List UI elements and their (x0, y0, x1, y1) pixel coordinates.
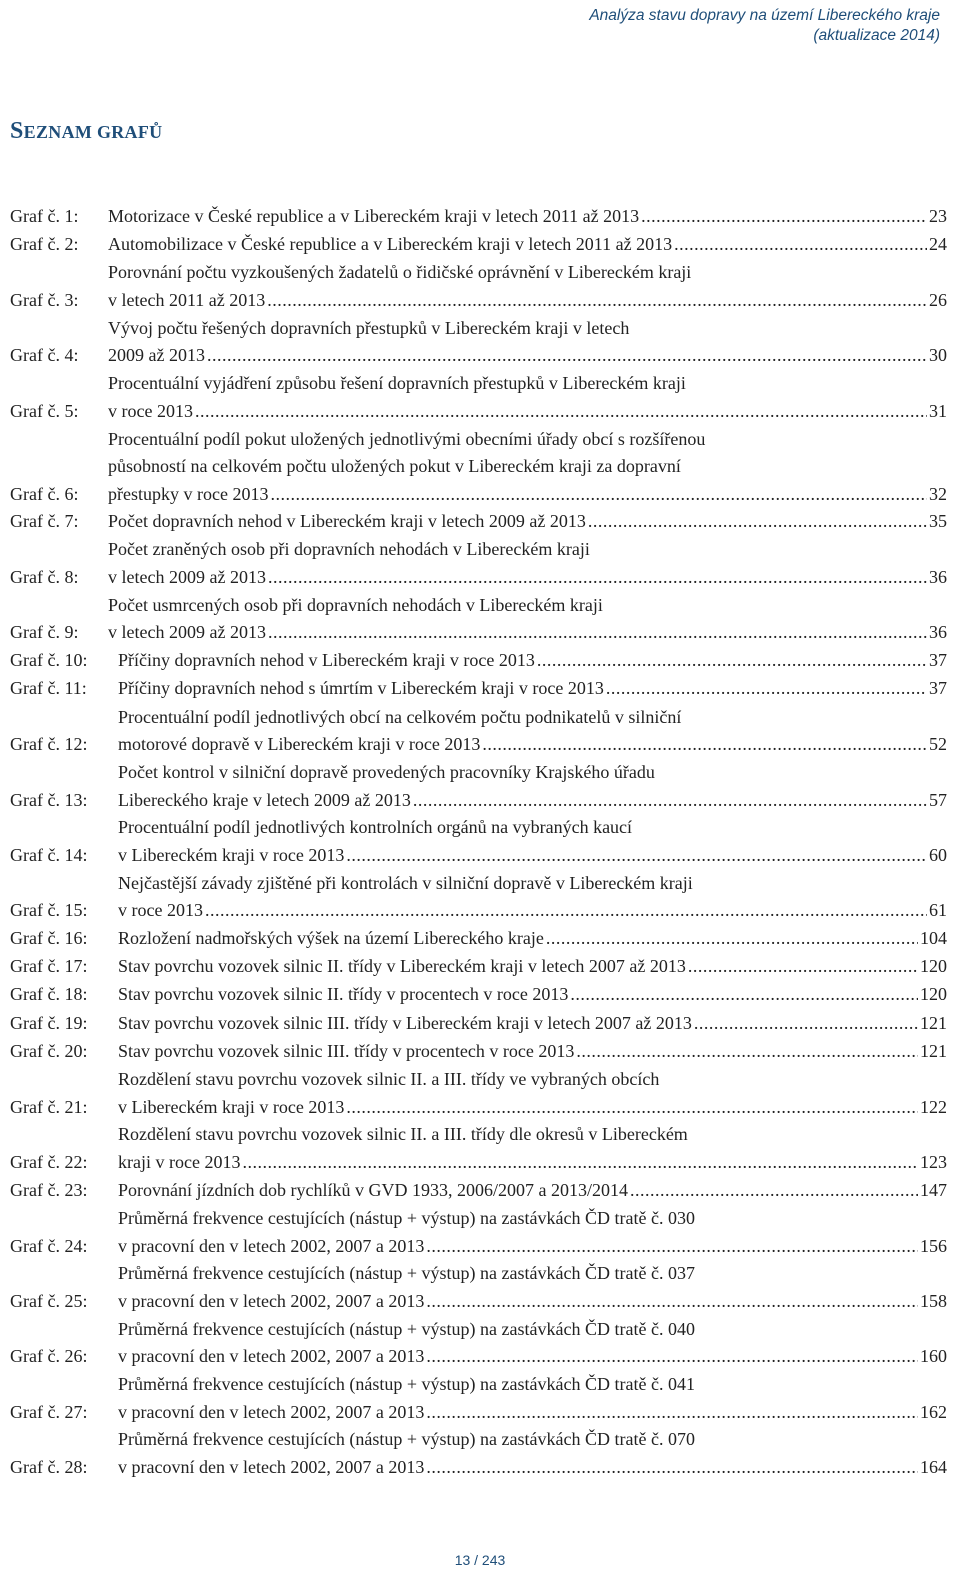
toc-entry-text: Procentuální vyjádření způsobu řešení dopravních přestupků v Libereckém kraji (108, 373, 686, 394)
toc-entry-page: 32 (929, 483, 947, 504)
toc-entry-page: 160 (920, 1346, 947, 1367)
dot-leader (268, 619, 927, 647)
toc-entry-text: Počet zraněných osob při dopravních nehodách v Libereckém kraji (108, 539, 590, 560)
toc-entry[interactable] (10, 870, 947, 925)
toc-entry-label: Graf č. 15: (10, 900, 88, 921)
toc-entry-page: 37 (929, 678, 947, 699)
toc-entry-label: Graf č. 25: (10, 1290, 88, 1311)
toc-entry-label: Graf č. 28: (10, 1457, 88, 1478)
toc-entry-text: kraji v roce 2013 (118, 1152, 241, 1172)
toc-entry-label: Graf č. 14: (10, 844, 88, 865)
toc-entry-text: Počet dopravních nehod v Libereckém kraji v letech 2009 až 2013 (108, 511, 586, 532)
toc-entry[interactable] (10, 981, 947, 1009)
toc-entry-page: 24 (929, 234, 947, 255)
toc-entry-text: Příčiny dopravních nehod v Libereckém kraji v roce 2013 (118, 650, 535, 671)
toc-entry[interactable] (10, 953, 947, 981)
toc-entry[interactable] (10, 370, 947, 425)
dot-leader (346, 842, 927, 870)
dot-leader (426, 1288, 918, 1316)
toc-entry-text: v Libereckém kraji v roce 2013 (118, 1096, 345, 1117)
toc-entry-page: 57 (929, 789, 947, 810)
toc-entry-text: Stav povrchu vozovek silnic III. třídy v Libereckém kraji v letech 2007 až 2013 (118, 1012, 692, 1033)
toc-entry-page: 123 (920, 1152, 947, 1172)
toc-entry-label: Graf č. 21: (10, 1096, 88, 1117)
toc-entry-text: Stav povrchu vozovek silnic III. třídy v procentech v roce 2013 (118, 1040, 575, 1061)
toc-entry-text: Rozdělení stavu povrchu vozovek silnic II. a III. třídy dle okresů v Libereckém (118, 1124, 688, 1145)
toc-entry-label: Graf č. 9: (10, 622, 79, 643)
dot-leader (267, 287, 927, 315)
page-title: SEZNAM GRAFŮ (10, 118, 163, 144)
dot-leader (694, 1010, 918, 1038)
dot-leader (537, 647, 927, 675)
toc-entry-label: Graf č. 3: (10, 289, 79, 310)
toc-entry-text: Procentuální podíl pokut uložených jednotlivými obecními úřady obcí s rozšířenou (108, 428, 706, 449)
dot-leader (413, 787, 927, 815)
toc-entry-text: v pracovní den v letech 2002, 2007 a 2013 (118, 1235, 425, 1256)
toc-entry-text: Procentuální podíl jednotlivých obcí na celkovém počtu podnikatelů v silniční (118, 706, 682, 727)
toc-entry-text: v letech 2009 až 2013 (108, 567, 266, 588)
toc-entry-page: 31 (929, 400, 947, 421)
toc-entry-text: Průměrná frekvence cestujících (nástup + výstup) na zastávkách ČD tratě č. 030 (118, 1207, 695, 1228)
toc-entry-page: 36 (929, 622, 947, 643)
dot-leader (205, 897, 927, 925)
toc-entry-page: 156 (920, 1235, 947, 1256)
dot-leader (570, 981, 918, 1009)
dot-leader (195, 398, 927, 426)
toc-entry[interactable] (10, 203, 947, 231)
toc-entry-label: Graf č. 13: (10, 789, 88, 810)
toc-entry-label: Graf č. 10: (10, 650, 88, 671)
toc-entry-text: Průměrná frekvence cestujících (nástup + výstup) na zastávkách ČD tratě č. 040 (118, 1318, 695, 1339)
dot-leader (606, 675, 927, 703)
dot-leader (630, 1177, 918, 1205)
toc-entry[interactable] (10, 231, 947, 259)
toc-entry-label: Graf č. 12: (10, 734, 88, 755)
toc-entry-text: Počet usmrcených osob při dopravních nehodách v Libereckém kraji (108, 594, 603, 615)
dot-leader (426, 1399, 918, 1427)
toc-entry-page: 30 (929, 345, 947, 366)
toc-entry-page: 23 (929, 206, 947, 226)
toc-entry-page: 158 (920, 1290, 947, 1311)
dot-leader (482, 731, 927, 759)
toc-entry-text: v letech 2011 až 2013 (108, 289, 266, 310)
dot-leader (688, 953, 918, 981)
toc-entry-text: v pracovní den v letech 2002, 2007 a 2013 (118, 1457, 425, 1478)
toc-entry-text: Počet kontrol v silniční dopravě provedených pracovníky Krajského úřadu (118, 761, 655, 782)
toc-entry-page: 61 (929, 900, 947, 921)
toc-entry[interactable] (10, 1426, 947, 1481)
toc-entry-text: působností na celkovém počtu uložených pokut v Libereckém kraji za dopravní (108, 456, 681, 477)
toc-entry-label: Graf č. 27: (10, 1401, 88, 1422)
toc-entry[interactable] (10, 508, 947, 536)
toc-entry-label: Graf č. 2: (10, 234, 79, 255)
toc-entry-page: 60 (929, 844, 947, 865)
toc-entry[interactable] (10, 704, 947, 759)
toc-entry-text: Průměrná frekvence cestujících (nástup + výstup) na zastávkách ČD tratě č. 037 (118, 1263, 695, 1284)
toc-entry-text: Libereckého kraje v letech 2009 až 2013 (118, 789, 411, 810)
toc-entry-text: Stav povrchu vozovek silnic II. třídy v procentech v roce 2013 (118, 984, 569, 1005)
toc-entry-label: Graf č. 11: (10, 678, 87, 699)
toc-entry[interactable] (10, 814, 947, 869)
toc-entry[interactable] (10, 1038, 947, 1066)
toc-entry-text: 2009 až 2013 (108, 345, 205, 366)
toc-entry-label: Graf č. 5: (10, 400, 79, 421)
toc-entry-page: 120 (920, 984, 947, 1005)
dot-leader (426, 1233, 918, 1261)
toc-entry-label: Graf č. 16: (10, 928, 88, 949)
toc-entry-page: 122 (920, 1096, 947, 1117)
toc-entry[interactable] (10, 1010, 947, 1038)
toc-entry[interactable] (10, 1316, 947, 1371)
toc-entry[interactable] (10, 1371, 947, 1426)
toc-entry[interactable] (10, 647, 947, 675)
toc-entry-text: v roce 2013 (118, 900, 203, 921)
toc-entry-page: 147 (920, 1179, 947, 1200)
toc-entry-text: Průměrná frekvence cestujících (nástup + výstup) na zastávkách ČD tratě č. 070 (118, 1429, 695, 1450)
toc-entry-text: v letech 2009 až 2013 (108, 622, 266, 643)
toc-entry-text: v pracovní den v letech 2002, 2007 a 2013 (118, 1290, 425, 1311)
toc-entry-text: Porovnání jízdních dob rychlíků v GVD 1933, 2006/2007 a 2013/2014 (118, 1179, 628, 1200)
dot-leader (426, 1343, 918, 1371)
dot-leader (207, 342, 927, 370)
toc-entry-label: Graf č. 8: (10, 567, 79, 588)
dot-leader (641, 203, 927, 231)
toc-entry[interactable] (10, 1066, 947, 1121)
toc-entry-text: v pracovní den v letech 2002, 2007 a 2013 (118, 1346, 425, 1367)
toc-entry-label: Graf č. 26: (10, 1346, 88, 1367)
toc-entry-text: Rozdělení stavu povrchu vozovek silnic II. a III. třídy ve vybraných obcích (118, 1069, 660, 1090)
toc-entry-label: Graf č. 4: (10, 345, 79, 366)
toc-entry-label: Graf č. 6: (10, 483, 79, 504)
toc-entry-label: Graf č. 7: (10, 511, 79, 532)
toc-entry-page: 121 (920, 1012, 947, 1033)
toc-entry-page: 104 (920, 928, 947, 949)
dot-leader (426, 1454, 918, 1482)
dot-leader (346, 1094, 918, 1122)
toc-entry[interactable] (10, 1177, 947, 1205)
toc-entry-page: 52 (929, 734, 947, 755)
toc-entry-text: v pracovní den v letech 2002, 2007 a 2013 (118, 1401, 425, 1422)
toc-entry[interactable] (10, 1205, 947, 1260)
toc-entry-text: Porovnání počtu vyzkoušených žadatelů o řidičské oprávnění v Libereckém kraji (108, 262, 692, 283)
toc-entry-label: Graf č. 17: (10, 956, 88, 977)
toc-entry-text: Automobilizace v České republice a v Libereckém kraji v letech 2011 až 2013 (108, 234, 673, 255)
toc-entry-label: Graf č. 1: (10, 206, 79, 226)
toc-entry-page: 121 (920, 1040, 947, 1061)
toc-entry[interactable] (10, 536, 947, 591)
toc-entry[interactable] (10, 925, 947, 953)
toc-entry-page: 37 (929, 650, 947, 671)
toc-entry-text: Nejčastější závady zjištěné při kontrolách v silniční dopravě v Libereckém kraji (118, 872, 693, 893)
toc-entry-label: Graf č. 24: (10, 1235, 88, 1256)
toc-entry-page: 36 (929, 567, 947, 588)
list-of-figures (10, 203, 947, 1482)
running-header (589, 6, 940, 46)
toc-entry-label: Graf č. 22: (10, 1152, 88, 1172)
toc-entry-page: 26 (929, 289, 947, 310)
toc-entry-text: Vývoj počtu řešených dopravních přestupků v Libereckém kraji v letech (108, 317, 630, 338)
toc-entry-text: v roce 2013 (108, 400, 193, 421)
toc-entry-label: Graf č. 23: (10, 1179, 88, 1200)
toc-entry-page: 162 (920, 1401, 947, 1422)
toc-entry[interactable] (10, 426, 947, 509)
toc-entry-page: 120 (920, 956, 947, 977)
header-line-1: Analýza stavu dopravy na území Libereckého kraje (589, 7, 940, 24)
dot-leader (546, 925, 918, 953)
toc-entry-text: Průměrná frekvence cestujících (nástup + výstup) na zastávkách ČD tratě č. 041 (118, 1374, 695, 1395)
toc-entry-text: Rozložení nadmořských výšek na území Libereckého kraje (118, 928, 544, 949)
toc-entry-label: Graf č. 19: (10, 1012, 88, 1033)
dot-leader (242, 1149, 918, 1177)
toc-entry-text: Procentuální podíl jednotlivých kontrolních orgánů na vybraných kaucí (118, 817, 633, 838)
dot-leader (674, 231, 927, 259)
toc-entry-text: motorové dopravě v Libereckém kraji v roce 2013 (118, 734, 481, 755)
dot-leader (576, 1038, 918, 1066)
toc-entry[interactable] (10, 1121, 947, 1176)
toc-entry-page: 164 (920, 1457, 947, 1478)
toc-entry-text: Motorizace v České republice a v Libereckém kraji v letech 2011 až 2013 (108, 206, 640, 226)
toc-entry-text: přestupky v roce 2013 (108, 483, 269, 504)
page-number: 13 / 243 (454, 1552, 506, 1568)
toc-entry-text: Stav povrchu vozovek silnic II. třídy v Libereckém kraji v letech 2007 až 2013 (118, 956, 686, 977)
toc-entry-label: Graf č. 18: (10, 984, 88, 1005)
toc-entry[interactable] (10, 315, 947, 370)
toc-entry-text: v Libereckém kraji v roce 2013 (118, 844, 345, 865)
toc-entry-label: Graf č. 20: (10, 1040, 88, 1061)
dot-leader (588, 508, 927, 536)
dot-leader (270, 481, 927, 509)
header-line-2: (aktualizace 2014) (813, 27, 940, 44)
footer-divider (10, 1536, 945, 1537)
toc-entry[interactable] (10, 1260, 947, 1315)
toc-entry[interactable] (10, 675, 947, 703)
toc-entry-page: 35 (929, 511, 947, 532)
toc-entry[interactable] (10, 259, 947, 314)
toc-entry[interactable] (10, 592, 947, 647)
dot-leader (268, 564, 927, 592)
toc-entry-text: Příčiny dopravních nehod s úmrtím v Libereckém kraji v roce 2013 (118, 678, 604, 699)
toc-entry[interactable] (10, 759, 947, 814)
